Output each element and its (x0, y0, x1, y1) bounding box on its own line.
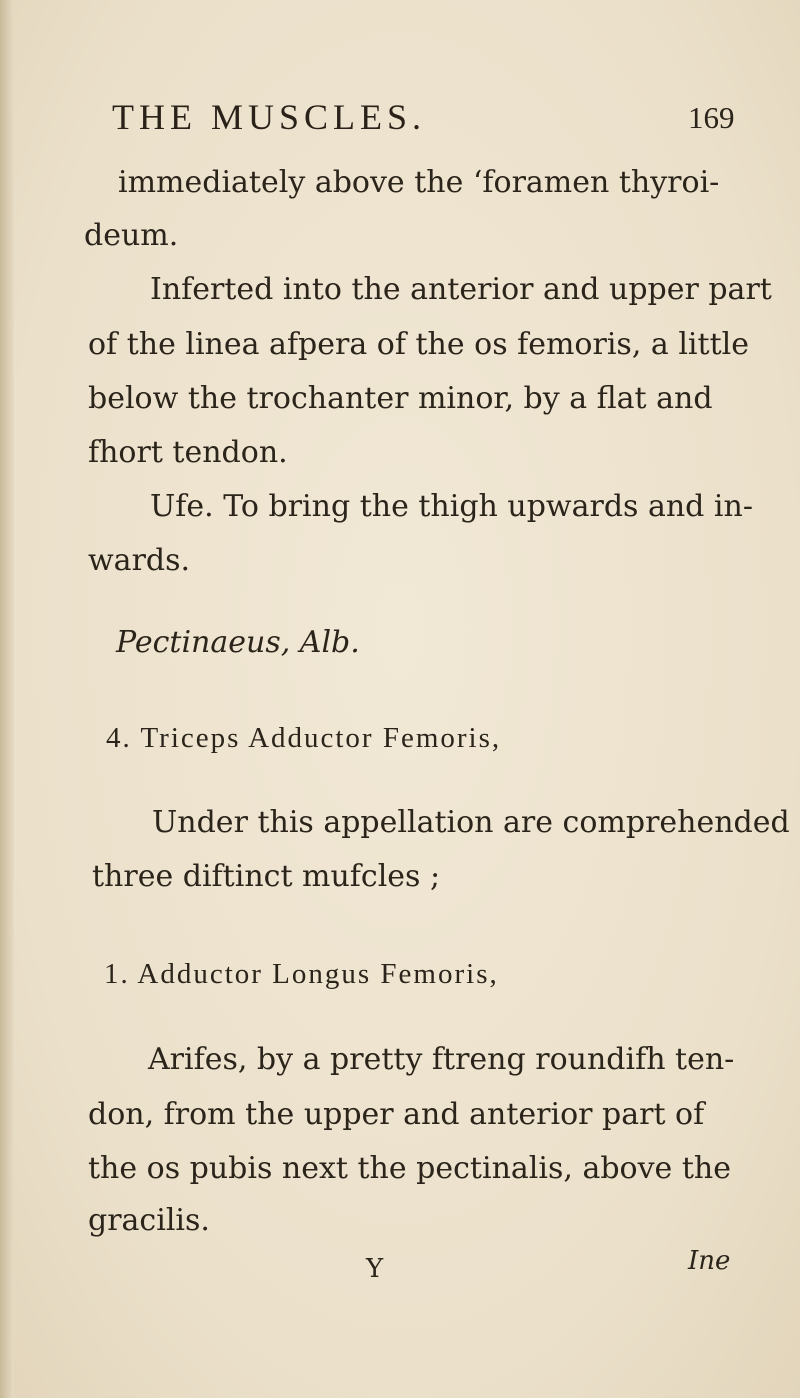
section-heading: 4. Triceps Adductor Femoris, (106, 722, 502, 754)
text-line: deum. (84, 218, 179, 253)
text-line: Arifes, by a pretty ftreng roundifh ten- (148, 1042, 735, 1077)
page-gutter (0, 0, 14, 1398)
text-line: fhort tendon. (88, 435, 288, 470)
running-header: THE MUSCLES. (112, 97, 427, 137)
synonym-line: Pectinaeus, Alb. (116, 625, 360, 660)
text-line: Ufe. To bring the thigh upwards and in- (150, 489, 753, 524)
catchword: Ine (688, 1246, 731, 1276)
section-heading: 1. Adductor Longus Femoris, (104, 958, 499, 990)
text-line: three diftinct mufcles ; (92, 859, 441, 894)
text-line: the os pubis next the pectinalis, above the (88, 1151, 731, 1186)
text-line: Inferted into the anterior and upper part (150, 272, 772, 307)
text-line: of the linea afpera of the os femoris, a little (88, 327, 749, 362)
signature-mark: Y (366, 1254, 384, 1284)
text-line: wards. (88, 543, 191, 578)
text-line: below the trochanter minor, by a flat and (88, 381, 713, 416)
text-line: gracilis. (88, 1203, 210, 1238)
text-line: don, from the upper and anterior part of (88, 1097, 705, 1132)
text-line: immediately above the ‘foramen thyroi- (118, 165, 720, 200)
text-line: Under this appellation are comprehended (152, 805, 790, 840)
page-number: 169 (688, 100, 735, 135)
